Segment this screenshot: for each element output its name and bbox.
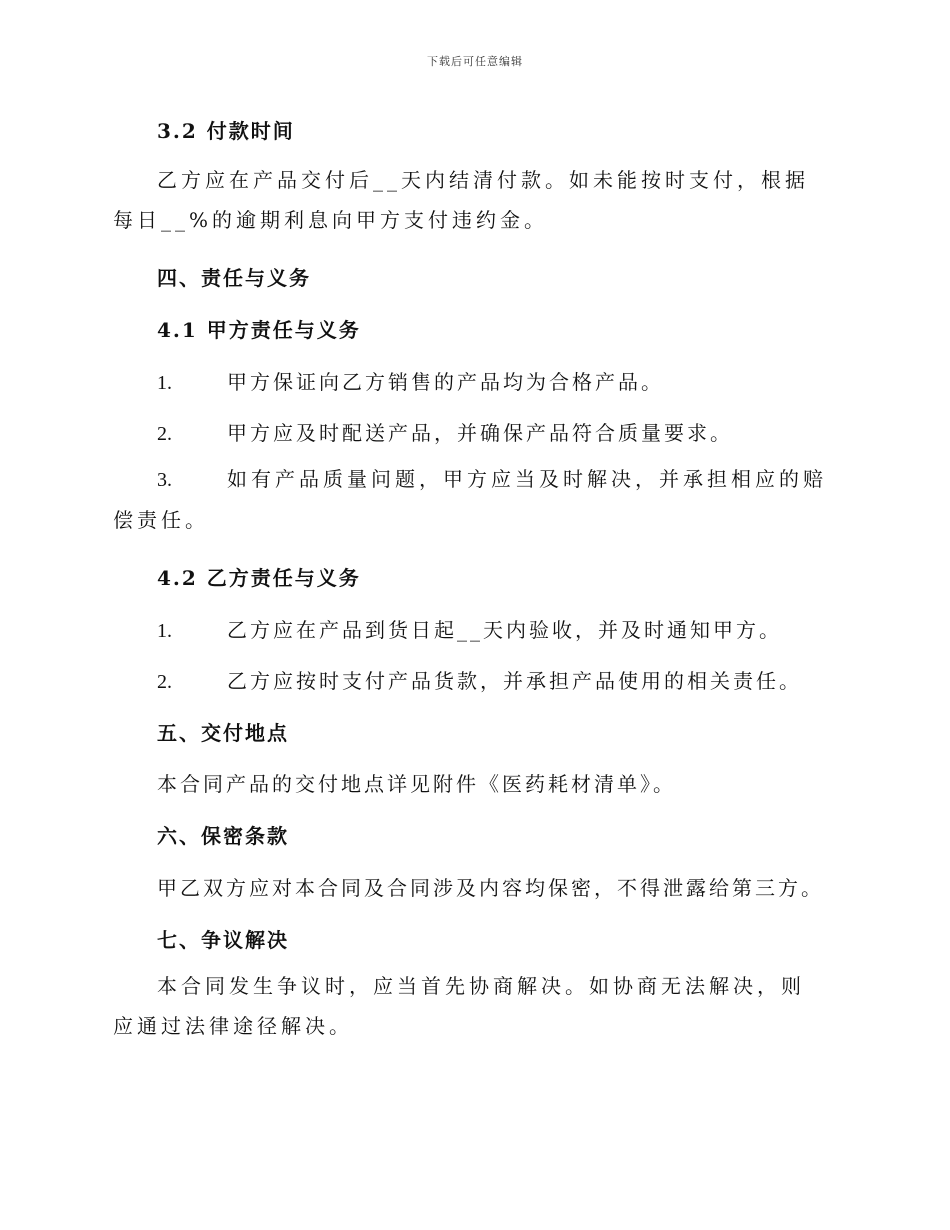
page-header: 下载后可任意编辑: [427, 55, 523, 68]
list-item: [157, 366, 872, 395]
list-item-text: 乙方应在产品到货日起__天内验收，并及时通知甲方。: [227, 618, 782, 642]
section-heading-6: 六、保密条款: [157, 824, 289, 848]
list-item: [157, 665, 872, 694]
paragraph-confidentiality: 甲乙双方应对本合同及合同涉及内容均保密，不得泄露给第三方。: [157, 876, 824, 900]
list-item-number: 1.: [157, 620, 172, 642]
list-item: [157, 614, 872, 643]
paragraph-payment-time: 乙方应在产品交付后__天内结清付款。如未能按时支付，根据每日__%的逾期利息向甲方支付违约金。: [113, 168, 809, 232]
list-item-number: 2.: [157, 671, 172, 693]
list-item-number: 3.: [157, 469, 172, 491]
list-item-number: 1.: [157, 372, 172, 394]
paragraph-delivery-location: 本合同产品的交付地点详见附件《医药耗材清单》。: [157, 772, 676, 796]
list-item-text: 甲方应及时配送产品，并确保产品符合质量要求。: [227, 421, 733, 445]
list-item-number: 2.: [157, 423, 172, 445]
section-heading-3-2: 3.2 付款时间: [157, 119, 295, 143]
section-heading-4-1: 4.1 甲方责任与义务: [157, 318, 361, 342]
paragraph-dispute-resolution: 本合同发生争议时，应当首先协商解决。如协商无法解决，则应通过法律途径解决。: [113, 974, 805, 1038]
list-item-text: 甲方保证向乙方销售的产品均为合格产品。: [227, 370, 664, 394]
list-item: [113, 459, 828, 540]
list-item-text: 如有产品质量问题，甲方应当及时解决，并承担相应的赔偿责任。: [113, 467, 827, 532]
section-heading-5: 五、交付地点: [157, 721, 289, 745]
section-heading-4: 四、责任与义务: [157, 266, 311, 290]
list-item: [157, 417, 872, 446]
section-heading-7: 七、争议解决: [157, 928, 289, 952]
section-heading-4-2: 4.2 乙方责任与义务: [157, 566, 361, 590]
list-item-text: 乙方应按时支付产品货款，并承担产品使用的相关责任。: [227, 669, 802, 693]
